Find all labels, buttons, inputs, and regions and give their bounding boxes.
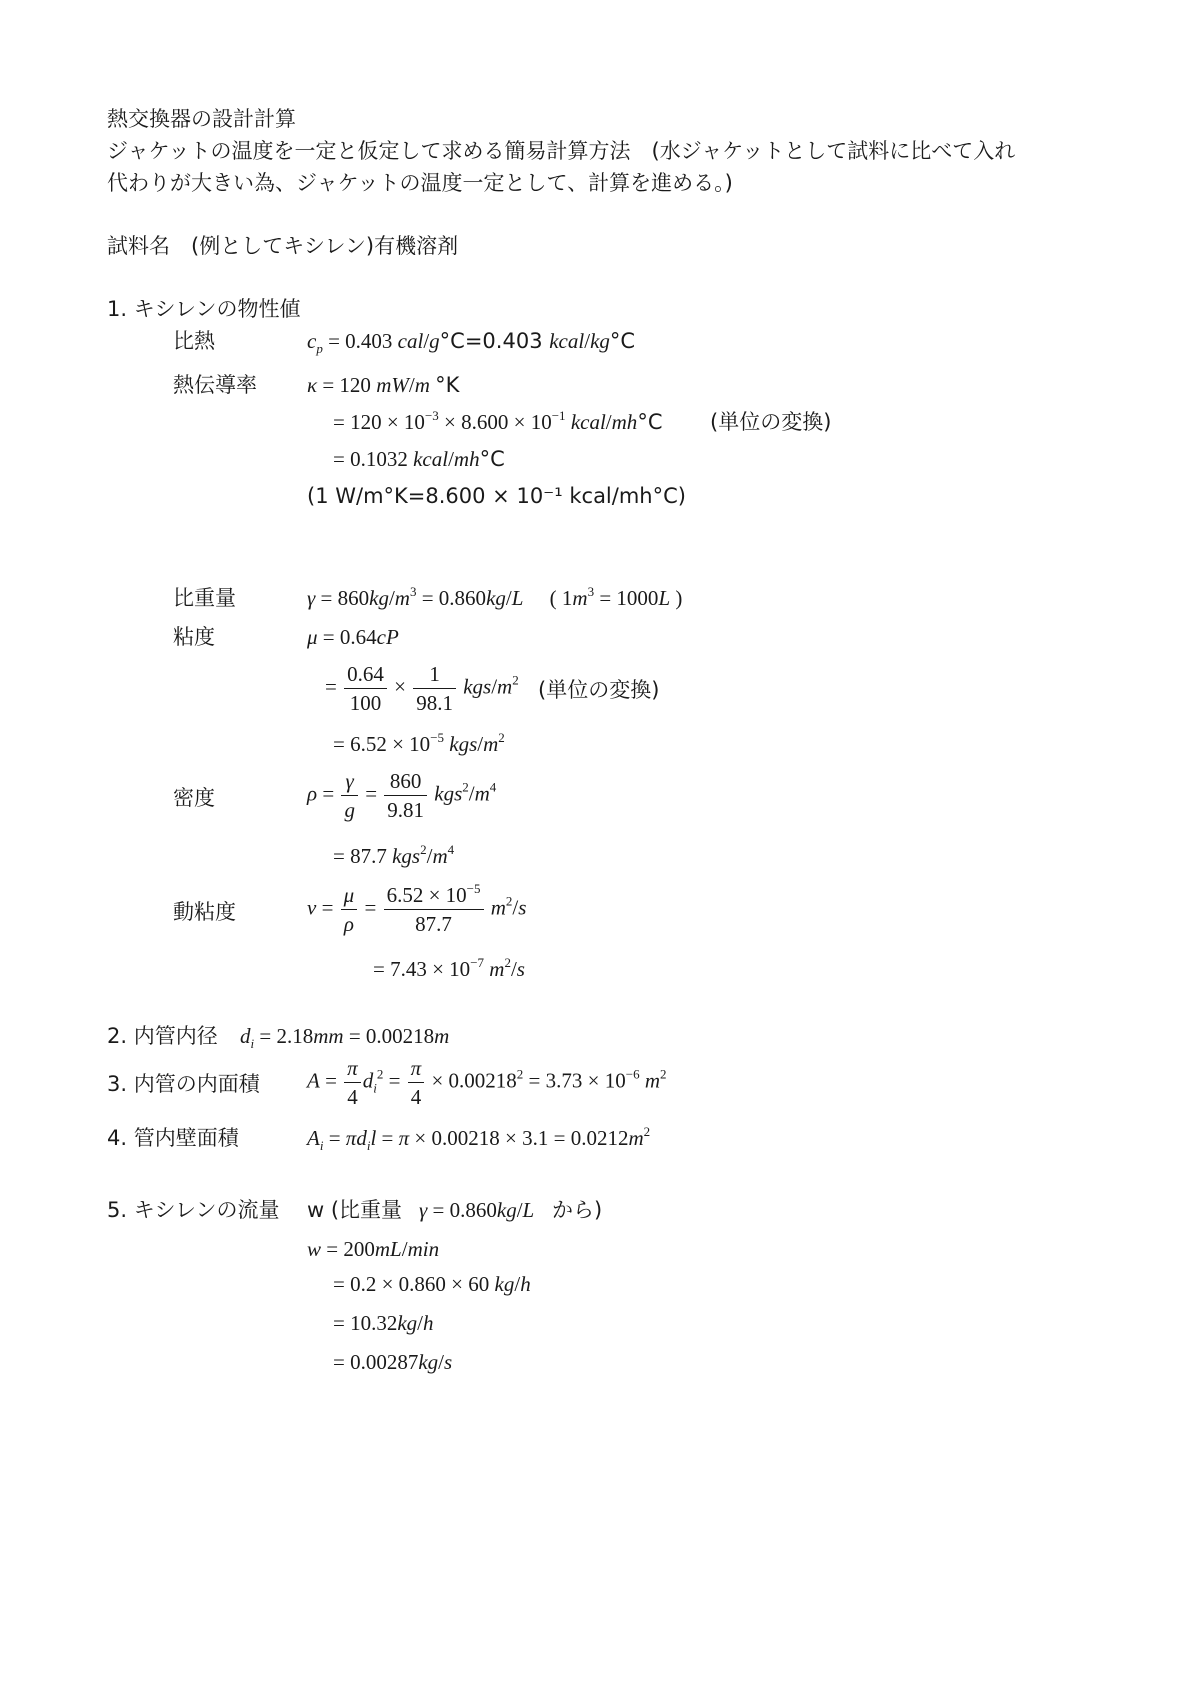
specific-weight-label: 比重量 — [173, 586, 236, 610]
section-5-heading: 5. キシレンの流量 — [107, 1198, 280, 1222]
intro-line-2: 代わりが大きい為、ジャケットの温度一定として、計算を進める。) — [107, 171, 733, 195]
kinematic-viscosity-label: 動粘度 — [173, 900, 236, 924]
flow-formula-2: = 0.2 × 0.860 × 60 kg/h — [333, 1272, 531, 1296]
density-label: 密度 — [173, 786, 215, 810]
flow-formula-4: = 0.00287kg/s — [333, 1350, 453, 1374]
viscosity-formula-3: = $6.52 \times 10^{-5}$ kgs/$m^2$ — [333, 730, 505, 756]
section-2-heading: 2. 内管内径 — [107, 1024, 218, 1048]
wall-area-formula: $A_i = \pi d_il = \pi \times 0.00218 \times 3.1 = 0.0212m^2$ — [307, 1124, 651, 1153]
specific-heat-formula: $c_p = 0.403$ cal/g°C=0.403 kcal/kg°C — [307, 329, 636, 356]
flow-note-formula: γ = 0.860kg/L — [419, 1198, 535, 1222]
viscosity-label: 粘度 — [173, 625, 215, 649]
inner-diameter-formula: $d_i = 2.18mm = 0.00218m$ — [240, 1024, 450, 1051]
intro-line-1: ジャケットの温度を一定と仮定して求める簡易計算方法 (水ジャケットとして試料に比べて入れ — [107, 139, 1016, 163]
unit-conversion-note-1: (単位の変換) — [710, 410, 832, 434]
specific-weight-formula: $\gamma = 860kg/m^3 = 0.860kg/L$ ( $1m^3 = 1000L$ ) — [307, 584, 683, 610]
conductivity-formula-1: κ = 120 mW/m °K — [307, 373, 460, 397]
conversion-note: (1 W/m°K=8.600 × 10⁻¹ kcal/mh°C) — [307, 484, 686, 508]
flow-formula-3: = 10.32kg/h — [333, 1311, 434, 1335]
specific-heat-label: 比熱 — [173, 329, 215, 353]
kinematic-viscosity-formula-1: ν = $\frac{\mu}{\rho}$ = $\frac{6.52 \times 10^{-5}}{87.7}$ $m^2/s$ — [307, 881, 527, 936]
density-formula-1: ρ = $\frac{\gamma}{g}$ = $\frac{860}{9.81}$ $kgs^2/m^4$ — [307, 769, 497, 822]
density-formula-2: = 87.7 $kgs^2/m^4$ — [333, 842, 455, 868]
inner-area-formula: A = $\frac{\pi}{4}$ $d_i^2$ = $\frac{\pi}{4}$ × $0.00218^2 = 3.73 \times 10^{-6}$ $m^2$ — [307, 1056, 667, 1109]
conductivity-formula-2: = $120 \times 10^{-3} \times 8.600 \times 10^{-1}$ kcal/mh°C — [333, 408, 663, 434]
conductivity-label: 熱伝導率 — [173, 373, 257, 397]
flow-note-prefix: w (比重量 — [307, 1198, 403, 1222]
viscosity-formula-1: μ = 0.64cP — [307, 625, 399, 649]
section-4-heading: 4. 管内壁面積 — [107, 1126, 239, 1150]
unit-conversion-note-2: (単位の変換) — [538, 678, 660, 702]
viscosity-formula-2: = $\frac{0.64}{100}$ × $\frac{1}{98.1}$ kgs/$m^2$ — [325, 662, 519, 715]
conductivity-formula-3: = 0.1032 kcal/mh°C — [333, 447, 505, 471]
section-3-heading: 3. 内管の内面積 — [107, 1072, 260, 1096]
sample-name: 試料名 (例としてキシレン)有機溶剤 — [107, 234, 459, 258]
document-title: 熱交換器の設計計算 — [107, 107, 296, 131]
section-1-heading: 1. キシレンの物性値 — [107, 297, 301, 321]
flow-formula-1: w = 200mL/min — [307, 1237, 440, 1261]
flow-note-suffix: から) — [552, 1198, 603, 1222]
kinematic-viscosity-formula-2: = $7.43 \times 10^{-7}$ $m^2/s$ — [373, 955, 525, 981]
